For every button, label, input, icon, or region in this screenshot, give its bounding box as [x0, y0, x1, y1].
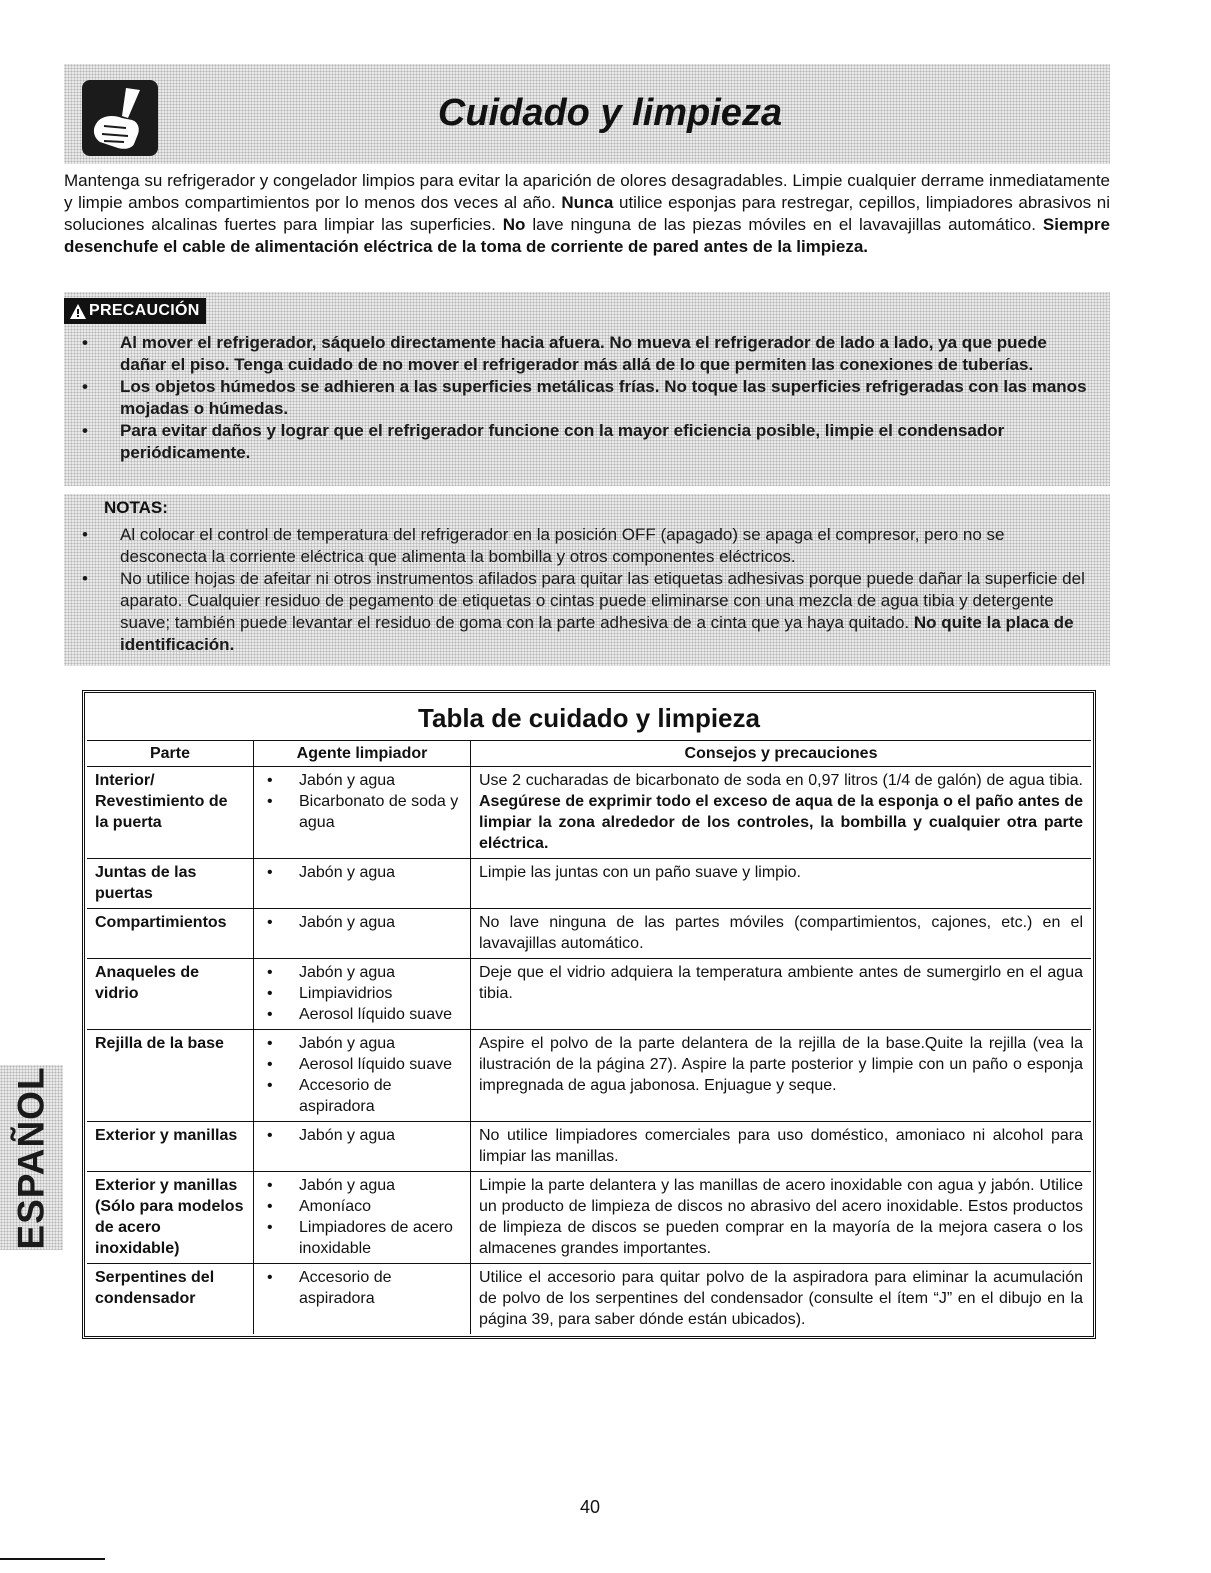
- notes-list: [82, 524, 1092, 656]
- hand-cleaning-icon: [82, 80, 158, 156]
- part-cell: Rejilla de la base: [87, 1030, 254, 1122]
- tips-cell: [471, 959, 1092, 1030]
- part-cell: Exterior y manillas: [87, 1122, 254, 1172]
- part-cell: Serpentines del condensador: [87, 1264, 254, 1335]
- agent-item: • Jabón y agua: [262, 912, 462, 933]
- table-row: [87, 859, 1091, 909]
- language-label: ESPAÑOL: [10, 1065, 52, 1250]
- table-row: [87, 1264, 1091, 1335]
- tips-text: Limpie la parte delantera y las manillas de acero inoxidable con agua y jabón. Utilice un producto de limpieza de discos no abrasivo del acero inoxidable. Estos productos de limpieza de discos se pueden comprar en la mayoría de la mejora casera o los almacenes grandes importantes.: [479, 1177, 1083, 1257]
- agent-item: • Jabón y agua: [262, 1125, 462, 1146]
- agent-cell: [254, 909, 471, 959]
- agent-cell: [254, 1122, 471, 1172]
- page-title: Cuidado y limpieza: [437, 92, 783, 134]
- agent-item: • Jabón y agua: [262, 1175, 462, 1196]
- agent-cell: [254, 1030, 471, 1122]
- caution-item: • Los objetos húmedos se adhieren a las superficies metálicas frías. No toque las superficies refrigeradas con las manos mojadas o húmedas.: [82, 376, 1092, 420]
- agent-item: • Aerosol líquido suave: [262, 1054, 462, 1075]
- agent-item: • Amoníaco: [262, 1196, 462, 1217]
- agent-cell: [254, 767, 471, 859]
- agent-item: • Jabón y agua: [262, 862, 462, 883]
- agent-item: • Aerosol líquido suave: [262, 1004, 462, 1025]
- column-header-tips: Consejos y precauciones: [471, 741, 1092, 767]
- intro-paragraph: [64, 170, 1110, 258]
- agent-item: • Jabón y agua: [262, 770, 462, 791]
- tips-text: No utilice limpiadores comerciales para uso doméstico, amoniaco ni alcohol para limpiar las manillas.: [479, 1127, 1083, 1165]
- agent-cell: [254, 959, 471, 1030]
- part-cell: Anaqueles de vidrio: [87, 959, 254, 1030]
- page-number: 40: [579, 1497, 601, 1517]
- tips-cell: [471, 1172, 1092, 1264]
- part-cell: Juntas de las puertas: [87, 859, 254, 909]
- part-cell: Compartimientos: [87, 909, 254, 959]
- intro-bold-3: Siempre desenchufe el cable de alimentación eléctrica de la toma de corriente de pared antes de la limpieza.: [64, 215, 1110, 256]
- agent-item: • Bicarbonato de soda y agua: [262, 791, 462, 833]
- table-row: [87, 767, 1091, 859]
- caution-badge: [64, 298, 206, 324]
- tips-text: Use 2 cucharadas de bicarbonato de soda en 0,97 litros (1/4 de galón) de agua tibia.: [479, 772, 1083, 789]
- agent-item: • Jabón y agua: [262, 962, 462, 983]
- table-row: [87, 959, 1091, 1030]
- table-row: [87, 1172, 1091, 1264]
- tips-cell: [471, 909, 1092, 959]
- note-item: [82, 568, 1092, 656]
- agent-item: • Limpiavidrios: [262, 983, 462, 1004]
- caution-list: [82, 332, 1092, 464]
- table-row: [87, 1122, 1091, 1172]
- corner-rule: [0, 1558, 105, 1560]
- intro-text-2: utilice esponjas para restregar, cepillos, limpiadores abrasivos ni soluciones alcalinas fuertes para limpiar las superficies.: [64, 193, 1110, 234]
- tips-cell: [471, 767, 1092, 859]
- agent-item: • Accesorio de aspiradora: [262, 1267, 462, 1309]
- tips-bold-text: Asegúrese de exprimir todo el exceso de aqua de la esponja o el paño antes de limpiar la zona alrededor de los controles, la bombilla y cualquier otra parte eléctrica.: [479, 793, 1083, 852]
- table-header-row: [87, 741, 1091, 767]
- agent-item: • Accesorio de aspiradora: [262, 1075, 462, 1117]
- agent-item: • Limpiadores de acero inoxidable: [262, 1217, 462, 1259]
- agent-cell: [254, 1172, 471, 1264]
- note-item-text: No utilice hojas de afeitar ni otros instrumentos afilados para quitar las etiquetas adhesivas porque puede dañar la superficie del aparato. Cualquier residuo de pegamento de etiquetas o cintas puede eliminarse con una mezcla de agua tibia y detergente suave; también puede levantar el residuo de goma con la parte adhesiva de a cinta que ya haya quitado.: [120, 569, 1085, 632]
- intro-bold-1: Nunca: [561, 193, 614, 212]
- care-table-container: [82, 690, 1096, 1339]
- tips-cell: [471, 1264, 1092, 1335]
- table-row: [87, 909, 1091, 959]
- table-title: Tabla de cuidado y limpieza: [418, 703, 760, 733]
- tips-text: Deje que el vidrio adquiera la temperatura ambiente antes de sumergirlo en el agua tibia.: [479, 964, 1083, 1002]
- agent-cell: [254, 1264, 471, 1335]
- intro-text-1: Mantenga su refrigerador y congelador limpios para evitar la aparición de olores desagradables. Limpie cualquier derrame inmediatamente y limpie ambos compartimientos por lo menos dos veces al año.: [64, 171, 1110, 212]
- caution-item: • Para evitar daños y lograr que el refrigerador funcione con la mayor eficiencia posible, limpie el condensador periódicamente.: [82, 420, 1092, 464]
- caution-item: • Al mover el refrigerador, sáquelo directamente hacia afuera. No mueva el refrigerador de lado a lado, ya que puede dañar el piso. Tenga cuidado de no mover el refrigerador más allá de lo que permiten las conexiones de tuberías.: [82, 332, 1092, 376]
- warning-icon: [70, 304, 86, 319]
- tips-cell: [471, 859, 1092, 909]
- tips-text: Utilice el accesorio para quitar polvo de la aspiradora para eliminar la acumulación de polvo de los serpentines del condensador (consulte el ítem “J” en el dibujo en la página 39, para saber dónde están ubicados).: [479, 1269, 1083, 1328]
- note-item-bold: No quite la placa de identificación.: [120, 613, 1074, 654]
- intro-bold-2: No: [502, 215, 526, 234]
- tips-text: No lave ninguna de las partes móviles (compartimientos, cajones, etc.) en el lavavajillas automático.: [479, 914, 1083, 952]
- caution-label: PRECAUCIÓN: [89, 302, 200, 319]
- table-body: [87, 767, 1091, 1335]
- care-table: [87, 740, 1091, 1334]
- column-header-part: Parte: [87, 741, 254, 767]
- part-cell: Exterior y manillas (Sólo para modelos de acero inoxidable): [87, 1172, 254, 1264]
- tips-cell: [471, 1030, 1092, 1122]
- tips-cell: [471, 1122, 1092, 1172]
- column-header-agent: Agente limpiador: [254, 741, 471, 767]
- note-item: • Al colocar el control de temperatura del refrigerador en la posición OFF (apagado) se apaga el compresor, pero no se desconecta la corriente eléctrica que alimenta la bombilla y otros componentes eléctricos.: [82, 524, 1092, 568]
- part-cell: Interior/ Revestimiento de la puerta: [87, 767, 254, 859]
- intro-text-3: lave ninguna de las piezas móviles en el lavavajillas automático.: [525, 215, 1043, 234]
- tips-text: Aspire el polvo de la parte delantera de la rejilla de la base.Quite la rejilla (vea la ilustración de la página 27). Aspire la parte posterior y limpie con un paño o esponja impregnada de agua jabonosa. Enjuague y seque.: [479, 1035, 1083, 1094]
- tips-text: Limpie las juntas con un paño suave y limpio.: [479, 864, 801, 881]
- notes-heading: NOTAS:: [104, 498, 168, 517]
- agent-cell: [254, 859, 471, 909]
- agent-item: • Jabón y agua: [262, 1033, 462, 1054]
- language-side-tab: [0, 1065, 63, 1250]
- table-row: [87, 1030, 1091, 1122]
